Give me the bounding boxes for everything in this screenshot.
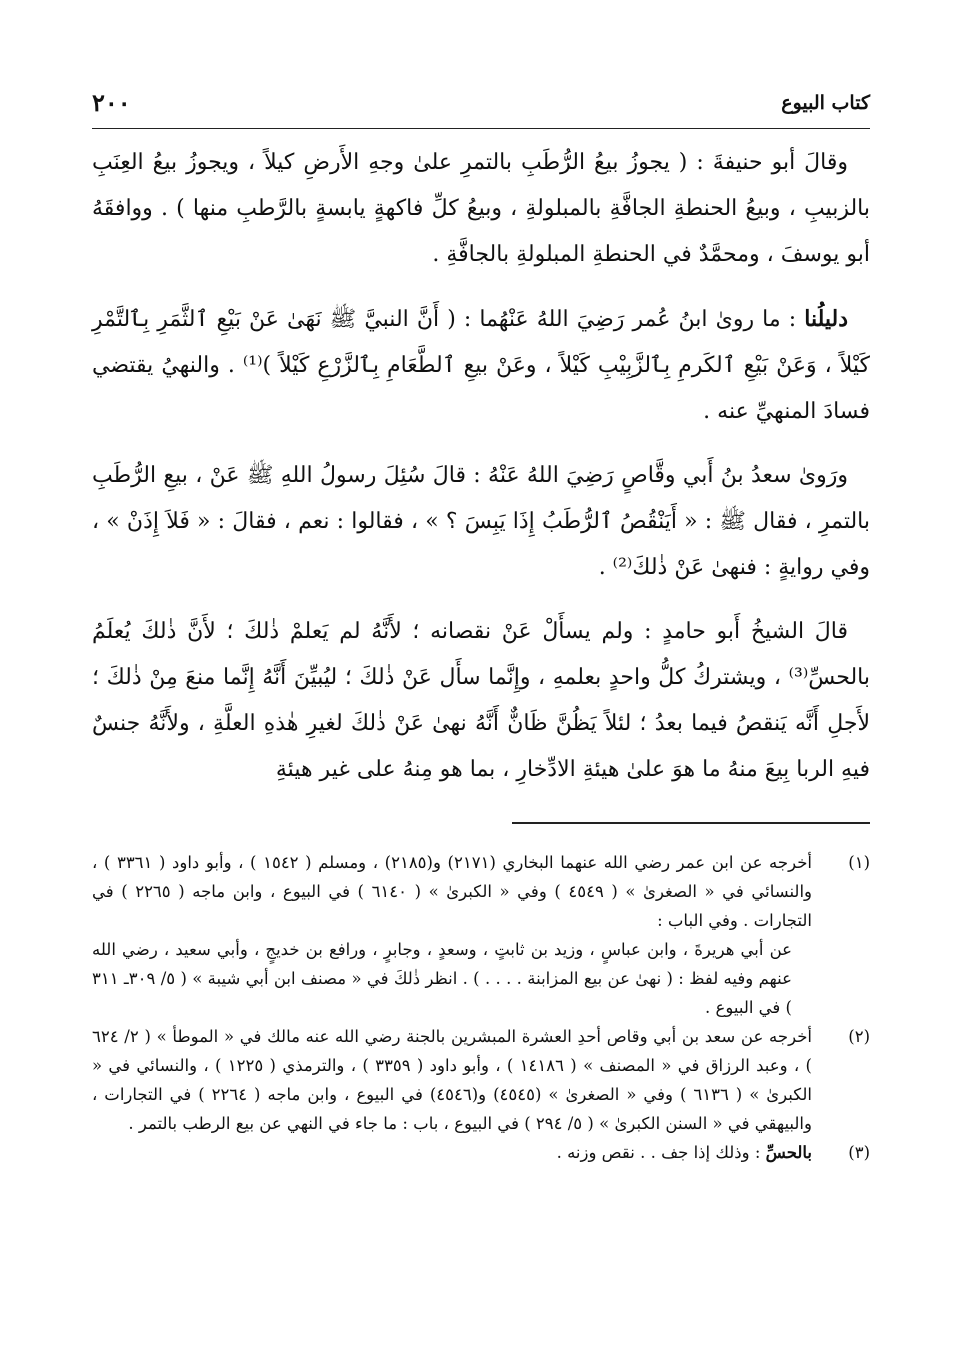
paragraph-3: ورَوىٰ سعدُ بنُ أَبي وقَّاصٍ رَضِيَ اللهُ عَنْهُ : قالَ سُئِلَ رسولُ اللهِ ﷺ عَنْ ، بيعِ الرُّطَبِ بالتمرِ ، فقال ﷺ : « أَيَنْقُصُ ٱلرُّطَبُ إِذَا يَبِسَ ؟ » ، فقالوا : نعم ، فقالَ : « فَلاَ إِذَنْ » ، وفي روايةٍ : فنهىٰ عَنْ ذٰلكَ⁽²⁾ . (92, 463, 870, 580)
footnote-number: (٣) (848, 1143, 870, 1162)
footnote-text (92, 1138, 812, 1167)
footnote-extra: عن أبي هريرةَ ، وابن عباسٍ ، وزيد بن ثابتٍ ، وسعدٍ ، وجابرٍ ، ورافع بن خديجٍ ، وأبي سعيد ، رضي الله عنهم وفيه لفظ : ( نهىٰ عن بيع المزابنة . . . . ) . انظر ذٰلكَ في « مصنف ابن أبي شيبة » ( ٥/ ٣٠٩ـ ٣١١ ) في البيوع . (92, 940, 792, 1017)
footnote-3 (92, 1138, 870, 1167)
footnote-number: (١) (848, 853, 870, 872)
page-header (92, 88, 870, 122)
paragraph-1: وقالَ أبو حنيفةَ : ( يجوزُ بيعُ الرُّطَبِ بالتمرِ علىٰ وجهِ الأَرضِ كيلاً ، ويجوزُ بيعُ العِنَبِ بالزبيبِ ، وبيعُ الحنطةِ الجافَّةِ بالمبلولةِ ، وبيعُ كلِّ فاكهةٍ يابسةٍ بالرَّطبِ منها ) . ووافقَهُ أبو يوسفَ ، ومحمَّدٌ في الحنطةِ المبلولةِ بالجافَّةِ . (92, 150, 870, 267)
page-number: ٢٠٠ (92, 88, 131, 117)
footnote-number: (٢) (848, 1027, 870, 1046)
footnote-text: أخرجه عن ابن عمر رضي الله عنهما البخاري (٢١٧١) و(٢١٨٥) ، ومسلم ( ١٥٤٢ ) ، وأبو داود ( ٣٣٦١ ) ، والنسائي في « الصغرىٰ » ( ٤٥٤٩ ) وفي « الكبرىٰ » ( ٦١٤٠ ) في البيوع ، وابن ماجه ( ٢٢٦٥ ) في التجارات . وفي الباب : (92, 853, 813, 930)
footnote-text: أخرجه عن سعد بن أبي وقاص أحدِ العشرة المبشرين بالجنة رضي الله عنه مالك في « الموطأ » ( ٢/ ٦٢٤ ) ، وعبد الرزاق في « المصنف » ( ١٤١٨٦ ) ، وأبو داود ( ٣٣٥٩ ) ، والترمذي ( ١٢٢٥ ) ، والنسائي في « الكبرىٰ » ( ٦١٣٦ ) وفي « الصغرىٰ » (٤٥٤٥) و(٤٥٤٦) في البيوع ، وابن ماجه ( ٢٢٦٤ ) في التجارات ، والبيهقي في « السنن الكبرىٰ » ( ٥/ ٢٩٤ ) في البيوع ، باب : ما جاء في النهي عن بيع الرطب بالتمر . (92, 1027, 812, 1133)
footnote-2 (92, 1022, 870, 1138)
footnote-term: بالحسِّ (765, 1143, 812, 1162)
main-text (92, 140, 870, 811)
paragraph-2 (92, 296, 870, 435)
footnote-divider (512, 822, 870, 824)
header-divider (92, 128, 870, 129)
footnote-definition: : وذلك إذا جف . . نقص وزنه . (556, 1143, 766, 1162)
paragraph-2-text: : ما روىٰ ابنُ عُمر رَضِيَ اللهُ عَنْهُما : ( أَنَّ النبيَّ ﷺ نَهَىٰ عَنْ بَيْعِ ٱلثَّمَرِ بِٱلتَّمْرِ كَيْلاً ، وَعَنْ بَيْعِ ٱلكَرمِ بِٱلزَّبِيْبِ كَيْلاً ، وعَنْ بيعِ ٱلطَّعَامِ بِٱلزَّرْعِ كَيْلاً )⁽¹⁾ . والنهيُ يقتضي فسادَ المنهيِّ عنه . (92, 307, 870, 424)
book-title: كتاب البيوع (781, 92, 870, 114)
paragraph-4: قالَ الشيخُ أَبو حامدٍ : ولم يسأَلْ عَنْ نقصانه ؛ لأَنَّهُ لم يَعلمْ ذٰلكَ ؛ لأَنَّ ذٰلكَ يُعلَمُ بالحسِّ⁽³⁾ ، ويشتركُ كلُّ واحدٍ بعلمهِ ، وإِنَّما سأَل عَنْ ذٰلكَ ؛ ليُبيِّنَ أَنَّهُ إِنَّما منعَ مِنْ ذٰلكَ ؛ لأَجلِ أَنَّه يَنقصُ فيما بعدُ ؛ لئلاً يَظُنَّ ظَانٌّ أَنَّهُ نهىٰ عَنْ ذٰلكَ لغيرِ هٰذهِ العلَّةِ ، ولأَنَّهُ جنسٌ فيهِ الربا بِيعَ منهُ ما هوَ علىٰ هيئةِ الادِّخارِ ، بما هو مِنهُ على غير هيئةِ (92, 619, 870, 782)
footnote-1 (92, 848, 870, 1022)
footnotes (92, 848, 870, 1167)
paragraph-2-lead: دليلُنا (804, 306, 848, 332)
